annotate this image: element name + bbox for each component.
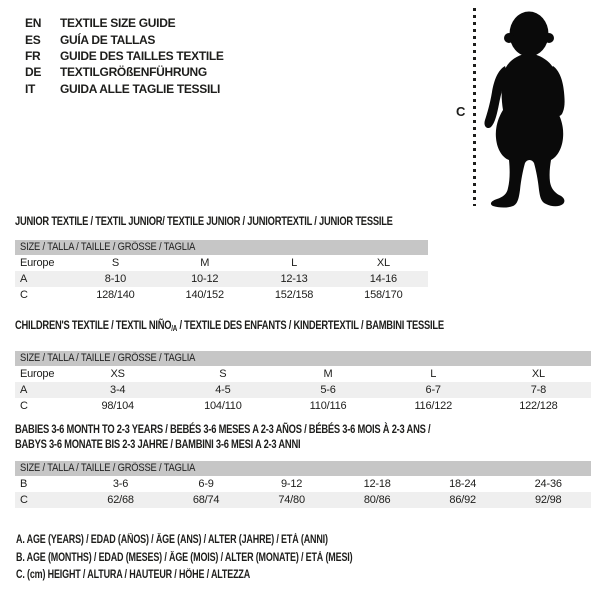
size-cell: 98/104 <box>101 400 134 412</box>
size-cell: S <box>111 257 119 269</box>
language-code: DE <box>25 65 42 80</box>
row-label: Europe <box>20 257 55 269</box>
language-code: ES <box>25 32 41 47</box>
junior-table-title: JUNIOR TEXTILE / TEXTIL JUNIOR/ TEXTILE JUNIOR / JUNIORTEXTIL / JUNIOR TESSILE <box>15 214 393 228</box>
size-cell: 104/110 <box>204 400 242 412</box>
size-cell: 8-10 <box>104 273 127 285</box>
babies-title-line1: BABIES 3-6 MONTH TO 2-3 YEARS / BEBÉS 3-6 MESES A 2-3 AÑOS / BÉBÉS 3-6 MOIS À 2-3 ANS / <box>15 422 431 436</box>
language-row <box>25 81 224 97</box>
size-header-bar <box>15 351 591 366</box>
size-cell: 14-16 <box>369 273 397 285</box>
size-cell: 80/86 <box>363 494 391 506</box>
language-label: GUÍA DE TALLAS <box>60 32 156 47</box>
size-cell: 24-36 <box>534 478 562 490</box>
size-cell: 5-6 <box>320 384 336 396</box>
language-row <box>25 64 224 80</box>
row-label: C <box>20 400 28 412</box>
row-label: B <box>20 478 28 490</box>
size-cell: 158/170 <box>364 289 403 301</box>
size-row-c <box>15 398 591 414</box>
size-cell: M <box>200 257 210 269</box>
junior-textile-section <box>15 215 428 303</box>
size-row-c <box>15 492 591 508</box>
size-cell: 6-9 <box>198 478 214 490</box>
language-row <box>25 48 224 64</box>
footnote: C. (cm) HEIGHT / ALTURA / HAUTEUR / HÖHE / ALTEZZA <box>16 569 251 581</box>
size-header-bar <box>15 240 428 255</box>
row-label: C <box>20 494 28 506</box>
row-label: Europe <box>20 368 55 380</box>
size-cell: 110/116 <box>309 400 347 412</box>
size-row-europe <box>15 366 591 382</box>
size-cell: 7-8 <box>530 384 547 396</box>
language-label: GUIDE DES TAILLES TEXTILE <box>60 48 224 63</box>
size-header-label: SIZE / TALLA / TAILLE / GRÖSSE / TAGLIA <box>20 462 196 474</box>
size-cell: 92/98 <box>534 494 562 506</box>
size-header-label: SIZE / TALLA / TAILLE / GRÖSSE / TAGLIA <box>20 352 196 364</box>
size-cell: 128/140 <box>96 289 135 301</box>
height-label: C <box>456 104 466 119</box>
language-code: IT <box>25 81 36 96</box>
children-size-table <box>15 366 591 414</box>
size-header-bar <box>15 461 591 476</box>
size-cell: M <box>323 368 333 380</box>
size-cell: XL <box>531 368 545 380</box>
size-cell: L <box>430 368 437 380</box>
size-row-europe <box>15 255 428 271</box>
footnotes <box>16 532 447 585</box>
size-cell: 116/122 <box>414 400 452 412</box>
size-cell: 86/92 <box>449 494 476 506</box>
size-cell: 122/128 <box>519 400 558 412</box>
height-measure-line <box>473 8 476 206</box>
children-textile-section <box>15 319 591 414</box>
size-cell: 68/74 <box>192 494 220 506</box>
babies-title-line2: BABYS 3-6 MONATE BIS 2-3 JAHRE / BAMBINI 3-6 MESI A 2-3 ANNI <box>15 436 301 451</box>
size-cell: 62/68 <box>107 494 134 506</box>
language-row <box>25 15 224 31</box>
language-label: TEXTILE SIZE GUIDE <box>60 16 176 31</box>
row-label: A <box>20 384 28 396</box>
footnote: A. AGE (YEARS) / EDAD (AÑOS) / ÂGE (ANS) / ALTER (JAHRE) / ETÀ (ANNI) <box>16 534 328 546</box>
size-cell: XS <box>110 368 125 380</box>
size-row-c <box>15 287 428 303</box>
language-label: TEXTILGRÖßENFÜHRUNG <box>60 65 207 80</box>
size-cell: 152/158 <box>274 289 314 301</box>
junior-size-table <box>15 255 428 303</box>
babies-size-table <box>15 476 591 508</box>
size-cell: 3-4 <box>110 384 126 396</box>
size-row-a <box>15 382 591 398</box>
footnote: B. AGE (MONTHS) / EDAD (MESES) / ÂGE (MOIS) / ALTER (MONATE) / ETÀ (MESI) <box>16 551 353 564</box>
size-header-label: SIZE / TALLA / TAILLE / GRÖSSE / TAGLIA <box>20 241 196 253</box>
children-title-subscript: /A <box>171 324 178 333</box>
children-table-title <box>15 319 464 335</box>
size-cell: 9-12 <box>281 478 303 490</box>
language-code: EN <box>25 16 42 31</box>
size-row-b <box>15 476 591 492</box>
size-cell: 3-6 <box>112 478 129 490</box>
language-label: GUIDA ALLE TAGLIE TESSILI <box>60 81 221 96</box>
language-list <box>25 15 224 97</box>
size-cell: 12-18 <box>363 478 391 490</box>
children-title-prefix: CHILDREN'S TEXTILE / TEXTIL NIÑO <box>15 318 172 332</box>
size-cell: 6-7 <box>425 384 441 396</box>
size-cell: S <box>219 368 227 380</box>
language-row <box>25 31 224 47</box>
row-label: A <box>20 273 28 285</box>
size-cell: 18-24 <box>449 478 477 490</box>
baby-silhouette-icon <box>478 8 568 208</box>
size-cell: L <box>291 257 297 269</box>
row-label: C <box>20 289 28 301</box>
size-row-a <box>15 271 428 287</box>
size-cell: 140/152 <box>185 289 224 301</box>
size-cell: 4-5 <box>215 384 231 396</box>
size-cell: 74/80 <box>278 494 305 506</box>
children-title-suffix: / TEXTILE DES ENFANTS / KINDERTEXTIL / BAMBINI TESSILE <box>177 318 444 332</box>
size-cell: 10-12 <box>191 273 219 285</box>
size-cell: XL <box>376 257 390 269</box>
babies-textile-section <box>15 422 591 508</box>
babies-table-title <box>15 422 591 451</box>
language-code: FR <box>25 48 41 63</box>
size-cell: 12-13 <box>280 273 308 285</box>
